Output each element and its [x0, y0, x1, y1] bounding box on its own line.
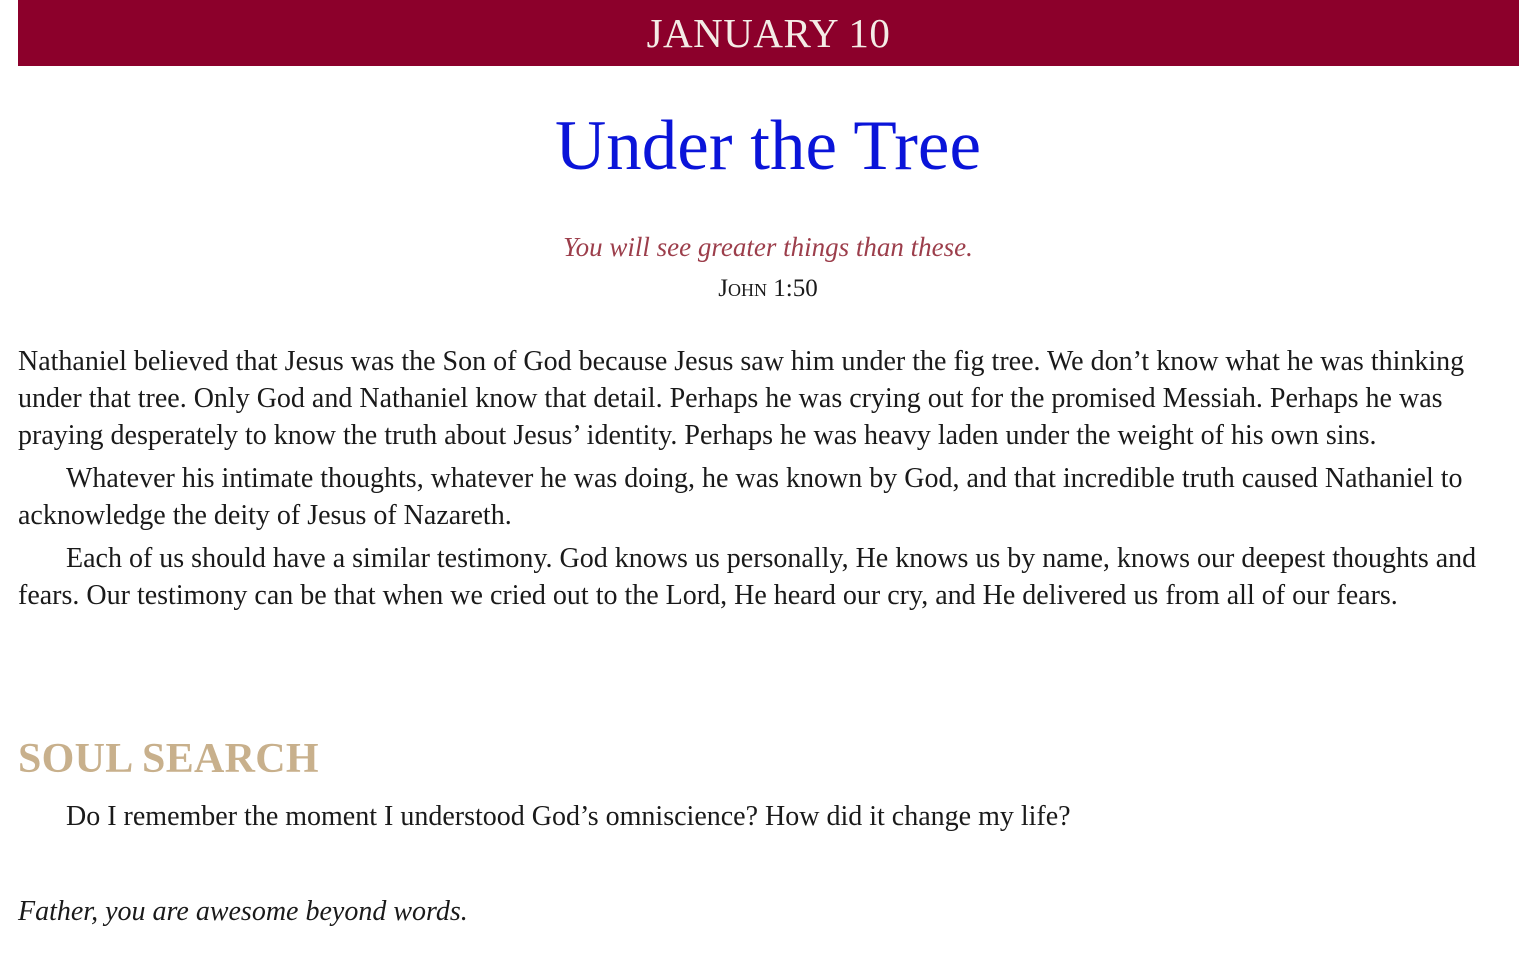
closing-prayer: Father, you are awesome beyond words.: [18, 896, 468, 927]
soul-search-question: Do I remember the moment I understood God’s omniscience? How did it change my life?: [66, 801, 1071, 832]
body-paragraph: Nathaniel believed that Jesus was the Son of God because Jesus saw him under the fig tree. We don’t know what he was thinking under that tree. Only God and Nathaniel know that detail. Perhaps he was crying out for the promised Messiah. Perhaps he was praying desperately to know the truth about Jesus’ identity. Perhaps he was heavy laden under the weight of his own sins.: [18, 346, 1465, 451]
body-paragraph: Each of us should have a similar testimony. God knows us personally, He knows us by name, knows our deepest thoughts and fears. Our testimony can be that when we cried out to the Lord, He heard our cry, and He delivered us from all of our fears.: [18, 543, 1477, 611]
scripture-verse: You will see greater things than these.: [563, 232, 973, 262]
body-paragraph: Whatever his intimate thoughts, whatever he was doing, he was known by God, and that incredible truth caused Nathaniel to acknowledge the deity of Jesus of Nazareth.: [18, 463, 1463, 531]
soul-search-heading: SOUL SEARCH: [18, 736, 319, 782]
devotional-body: [18, 343, 1518, 620]
date-label: JANUARY 10: [646, 10, 891, 56]
date-banner: [18, 0, 1519, 66]
scripture-reference: John 1:50: [718, 275, 818, 302]
devotional-title: Under the Tree: [555, 107, 981, 185]
